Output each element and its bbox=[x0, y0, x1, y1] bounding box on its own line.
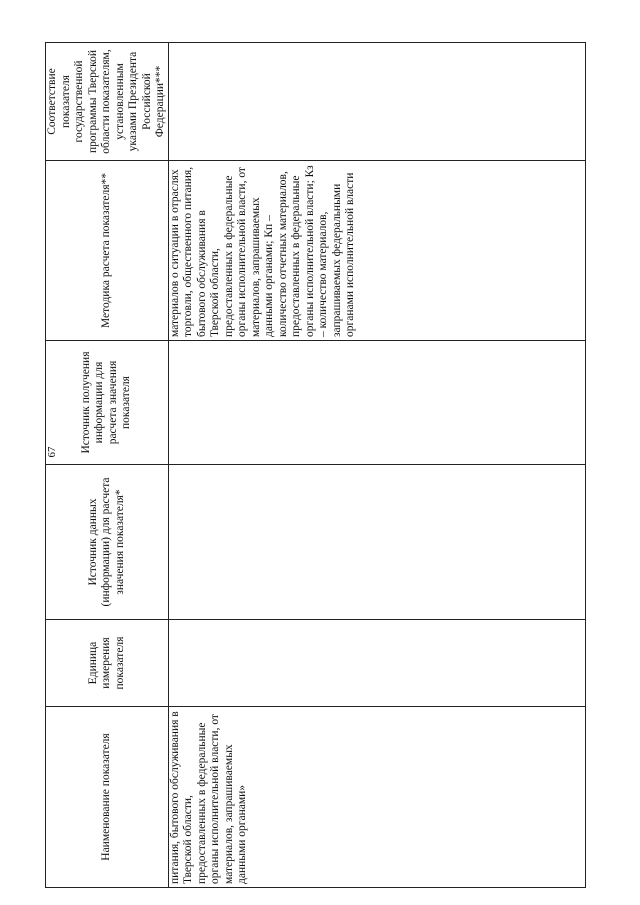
cell-info-source bbox=[168, 341, 586, 465]
cell-name-text: питания, бытового обслуживания в Тверской области, предоставленных в федеральные органы исполнительной власти, от материалов, запрашиваемых данными органами» bbox=[168, 711, 248, 884]
table-row bbox=[168, 43, 586, 888]
cell-method bbox=[168, 161, 586, 341]
cell-compliance bbox=[168, 43, 586, 161]
page-number: 67 bbox=[46, 446, 58, 458]
table-header-row bbox=[46, 43, 169, 888]
cell-method-text: материалов о ситуации в отраслях торговли, общественного питания, бытового обслуживания в Тверской области, предоставленных в федеральные органы исполнительной власти, от материалов, запрашиваемых данными органами; Кп – количество отчетных материалов, предоставленных в федеральные органы исполнительной власти; Кз – количество материалов, запрашиваемых федеральными органами исполнительной власти bbox=[168, 165, 356, 337]
cell-data-source bbox=[168, 465, 586, 620]
indicator-table-rotated bbox=[45, 43, 586, 888]
cell-unit bbox=[168, 620, 586, 707]
header-info-source: Источник получения информации для расчета значения показателя bbox=[46, 341, 169, 465]
header-compliance: Соответствие показателя государственной программы Тверской области показателям, установленным указами Президента Российской Федерации*** bbox=[46, 43, 169, 161]
cell-name bbox=[168, 707, 586, 888]
indicator-table bbox=[45, 42, 586, 888]
header-method: Методика расчета показателя** bbox=[46, 161, 169, 341]
header-unit: Единица измерения показателя bbox=[46, 620, 169, 707]
header-data-source: Источник данных (информации) для расчета значения показателя* bbox=[46, 465, 169, 620]
header-name: Наименование показателя bbox=[46, 707, 169, 888]
